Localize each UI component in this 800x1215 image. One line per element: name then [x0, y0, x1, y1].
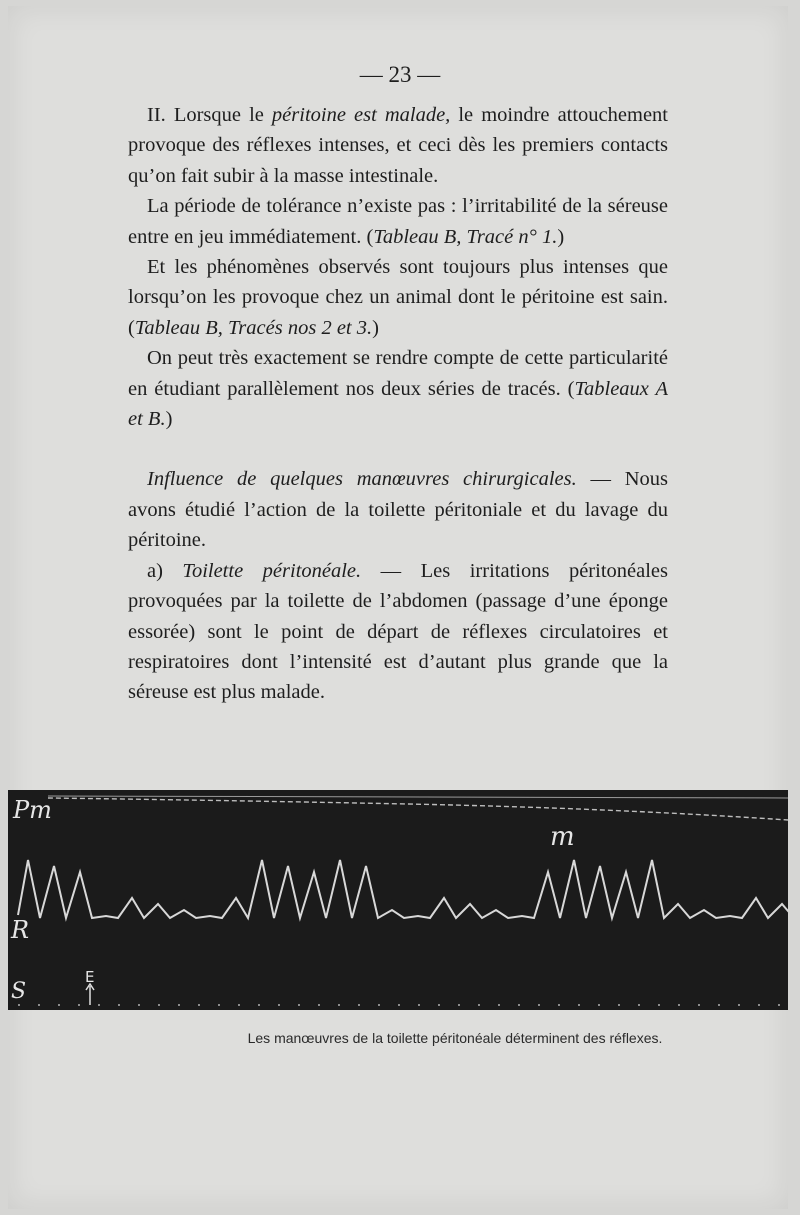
tracing-svg [8, 790, 788, 1010]
p4-emphasis: Tableaux A et B. [128, 377, 668, 431]
page-number: — 23 — [359, 62, 441, 87]
label-pm: Pm [13, 796, 52, 824]
p1-emphasis: péritoine est malade, [271, 104, 451, 126]
p2-text-a: La période de tolérance n’existe pas : l’irritabilité de la séreuse entre en jeu immédiatement. ( [128, 195, 668, 248]
p3-emphasis: Tableau B, Tracés nos 2 et 3. [134, 316, 373, 339]
label-m: m [550, 822, 575, 852]
p1-text-a: II. Lorsque le [147, 104, 272, 126]
p4-text-a: On peut très exactement se rendre compte de cette particularité en étudiant parallèlement nos deux séries de tracés. ( [128, 347, 668, 400]
paragraph-6 [128, 556, 668, 708]
p3-text-a: Et les phénomènes observés sont toujours plus intenses que lorsqu’on les provoque chez un animal dont le péritoine est sain. ( [128, 256, 668, 339]
paragraph-3 [128, 252, 668, 343]
p6-emphasis: Toilette péritonéale. [182, 559, 362, 582]
body-text [128, 100, 668, 708]
p1-text-b: le moindre attouchement provoque des réflexes intenses, et ceci dès les premiers contacts qu’on fait subir à la masse intestinale. [128, 104, 668, 187]
p2-emphasis: Tableau B, Tracé n° 1. [373, 225, 558, 248]
p2-text-b: ) [557, 225, 565, 248]
paragraph-5 [128, 464, 668, 555]
p5-emphasis: Influence de quelques manœuvres chirurgicales. [147, 468, 577, 491]
p6-text-b: — Les irritations péritonéales provoquées par la toilette de l’abdomen (passage d’une éponge essorée) sont le point de départ de réflexes circulatoires et respiratoires dont l’intensité est d’autant plus grande que la séreuse est plus malade. [128, 559, 668, 704]
paragraph-2 [128, 191, 668, 252]
p6-text-a: a) [147, 559, 183, 582]
paragraph-1 [128, 100, 668, 191]
p3-text-b: ) [372, 316, 379, 339]
label-r: R [11, 916, 30, 944]
paragraph-4 [128, 343, 668, 434]
p4-text-b: ) [165, 408, 173, 431]
figure-caption: Les manœuvres de la toilette péritonéale déterminent des réflexes. [247, 1030, 663, 1046]
p5-text: — Nous avons étudié l’action de la toilette péritoniale et du lavage du péritoine. [128, 468, 668, 552]
kymograph-tracing [8, 790, 788, 1010]
label-e: E [85, 968, 95, 986]
label-s: S [11, 979, 27, 1004]
